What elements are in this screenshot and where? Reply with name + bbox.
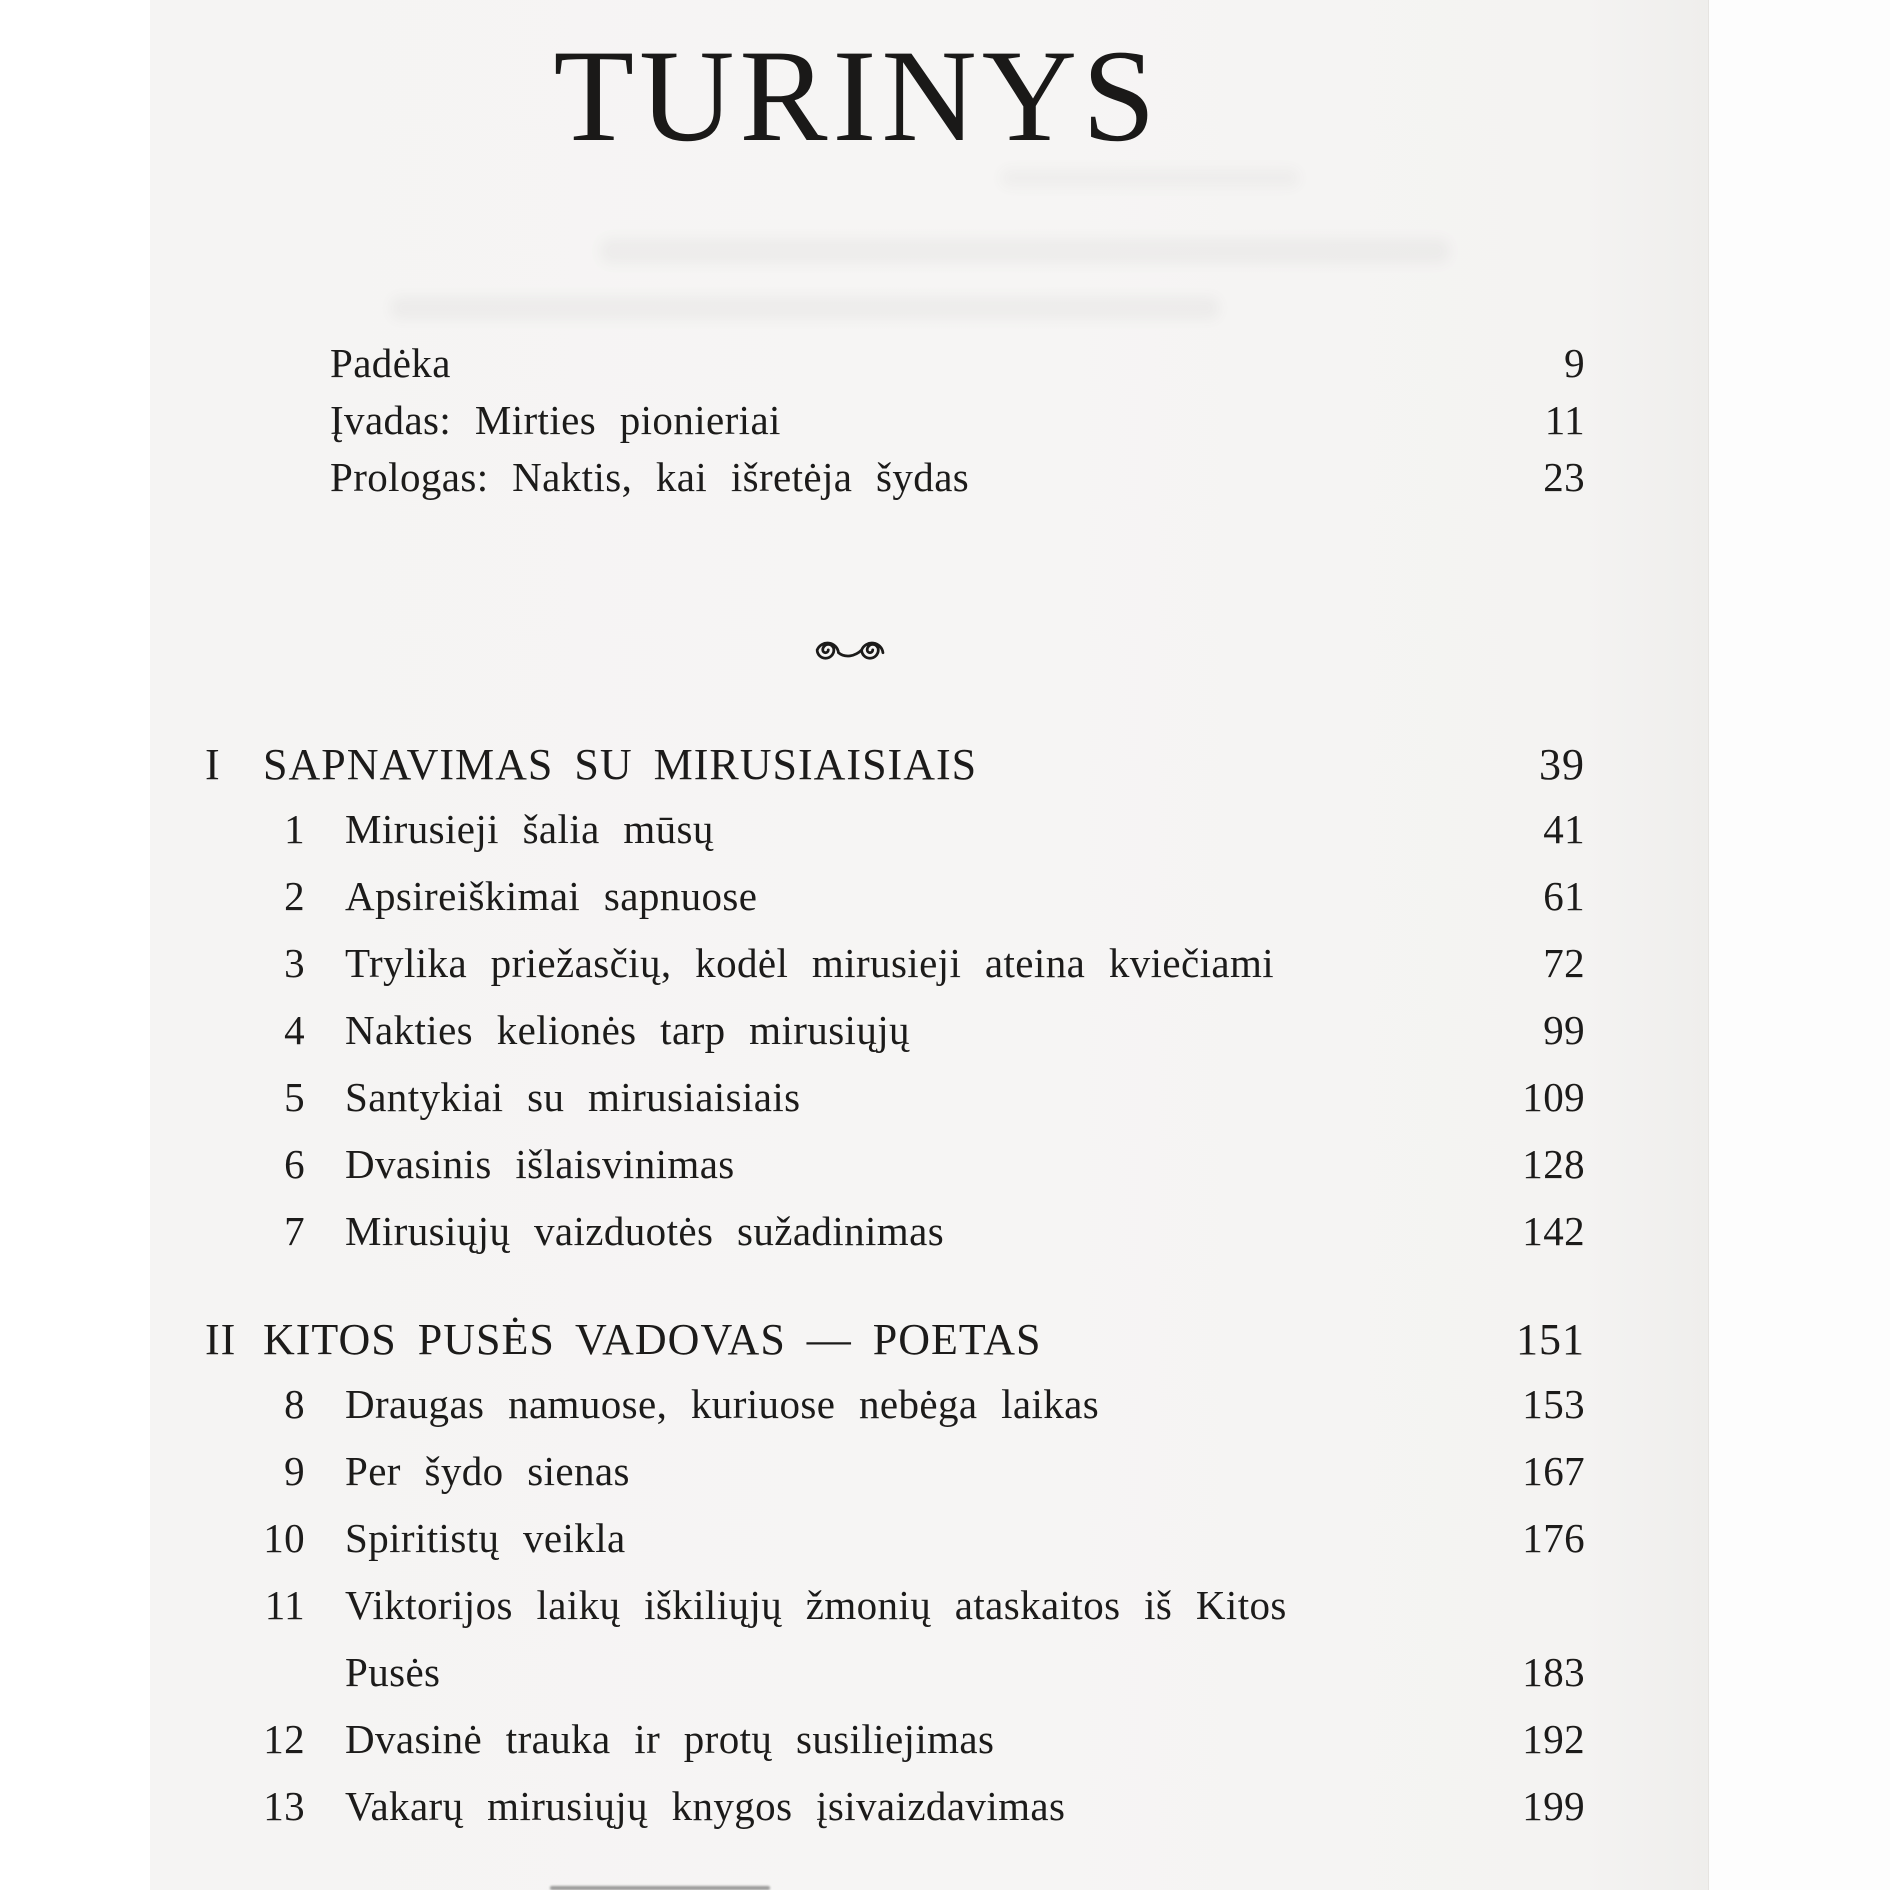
entry-title: Apsireiškimai sapnuose — [345, 873, 758, 919]
toc-entry — [205, 335, 1585, 392]
entry-title: Santykiai su mirusiaisiais — [345, 1074, 801, 1120]
page-number: 61 — [1543, 873, 1585, 919]
page-number: 11 — [1544, 397, 1585, 443]
page-number: 153 — [1522, 1381, 1585, 1427]
toc-section — [205, 1309, 1585, 1840]
chapter-number: 5 — [284, 1074, 305, 1120]
page-number: 167 — [1522, 1448, 1585, 1494]
page-title: TURINYS — [553, 22, 1161, 169]
page-number: 183 — [1522, 1649, 1585, 1695]
page-number: 23 — [1543, 454, 1585, 500]
page-number: 109 — [1522, 1074, 1585, 1120]
page-edge-background — [1709, 0, 1890, 1890]
entry-title: Nakties kelionės tarp mirusiųjų — [345, 1007, 910, 1053]
toc-entry — [205, 1706, 1585, 1773]
entry-title: Vakarų mirusiųjų knygos įsivaizdavimas — [345, 1783, 1066, 1829]
toc-entry — [205, 796, 1585, 863]
chapter-number: 10 — [263, 1515, 305, 1561]
entry-title: Spiritistų veikla — [345, 1515, 626, 1561]
chapter-number: 13 — [263, 1783, 305, 1829]
section-title: KITOS PUSĖS VADOVAS — POETAS — [263, 1315, 1042, 1364]
chapter-number: 9 — [284, 1448, 305, 1494]
page-number: 41 — [1543, 806, 1585, 852]
section-numeral: II — [205, 1315, 237, 1364]
toc-entry — [205, 863, 1585, 930]
chapter-list — [205, 1371, 1585, 1840]
page-number: 128 — [1522, 1141, 1585, 1187]
chapter-number: 7 — [284, 1208, 305, 1254]
page-number: 39 — [1539, 740, 1585, 789]
toc-entry — [205, 1064, 1585, 1131]
page-number: 99 — [1543, 1007, 1585, 1053]
toc-entry — [205, 930, 1585, 997]
toc-entry — [205, 1505, 1585, 1572]
toc-entry — [205, 1773, 1585, 1840]
entry-title: Viktorijos laikų iškiliųjų žmonių ataskaitos iš Kitos — [345, 1582, 1287, 1628]
toc-entry — [205, 1572, 1585, 1639]
page-number: 72 — [1543, 940, 1585, 986]
sections-list — [205, 734, 1585, 1840]
toc-entry — [205, 392, 1585, 449]
entry-title: Dvasinė trauka ir protų susiliejimas — [345, 1716, 995, 1762]
table-of-contents — [205, 0, 1585, 1840]
page-number: 142 — [1522, 1208, 1585, 1254]
chapter-number: 11 — [264, 1582, 305, 1628]
entry-title: Mirusieji šalia mūsų — [345, 806, 714, 852]
page-number: 151 — [1516, 1315, 1585, 1364]
toc-section — [205, 734, 1585, 1265]
toc-entry — [205, 1438, 1585, 1505]
entry-title: Padėka — [330, 340, 451, 386]
chapter-number: 12 — [263, 1716, 305, 1762]
toc-entry — [205, 449, 1585, 506]
toc-entry — [205, 1371, 1585, 1438]
page-number: 9 — [1564, 340, 1585, 386]
chapter-number: 6 — [284, 1141, 305, 1187]
page-number: 192 — [1522, 1716, 1585, 1762]
double-spiral-icon — [807, 626, 907, 672]
chapter-number: 8 — [284, 1381, 305, 1427]
page-number: 199 — [1522, 1783, 1585, 1829]
toc-entry — [205, 997, 1585, 1064]
page-number: 176 — [1522, 1515, 1585, 1561]
ornament-row — [167, 618, 1547, 680]
section-numeral: I — [205, 740, 221, 789]
chapter-number: 4 — [284, 1007, 305, 1053]
section-heading — [205, 1309, 1585, 1371]
toc-entry — [205, 1639, 1585, 1706]
chapter-number: 2 — [284, 873, 305, 919]
entry-title: Trylika priežasčių, kodėl mirusieji ateina kviečiami — [345, 940, 1275, 986]
chapter-number: 3 — [284, 940, 305, 986]
bottom-edge-smudge — [550, 1886, 770, 1890]
toc-entry — [205, 1131, 1585, 1198]
entry-title: Draugas namuose, kuriuose nebėga laikas — [345, 1381, 1100, 1427]
toc-entry — [205, 1198, 1585, 1265]
entry-title: Pusės — [345, 1649, 441, 1695]
section-title: SAPNAVIMAS SU MIRUSIAISIAIS — [263, 740, 978, 789]
entry-title: Per šydo sienas — [345, 1448, 630, 1494]
entry-title: Prologas: Naktis, kai išretėja šydas — [330, 454, 970, 500]
section-heading — [205, 734, 1585, 796]
entry-title: Dvasinis išlaisvinimas — [345, 1141, 735, 1187]
entry-title: Įvadas: Mirties pionieriai — [330, 397, 781, 443]
chapter-number: 1 — [284, 806, 305, 852]
entry-title: Mirusiųjų vaizduotės sužadinimas — [345, 1208, 945, 1254]
chapter-list — [205, 796, 1585, 1265]
front-matter-list — [205, 335, 1585, 506]
